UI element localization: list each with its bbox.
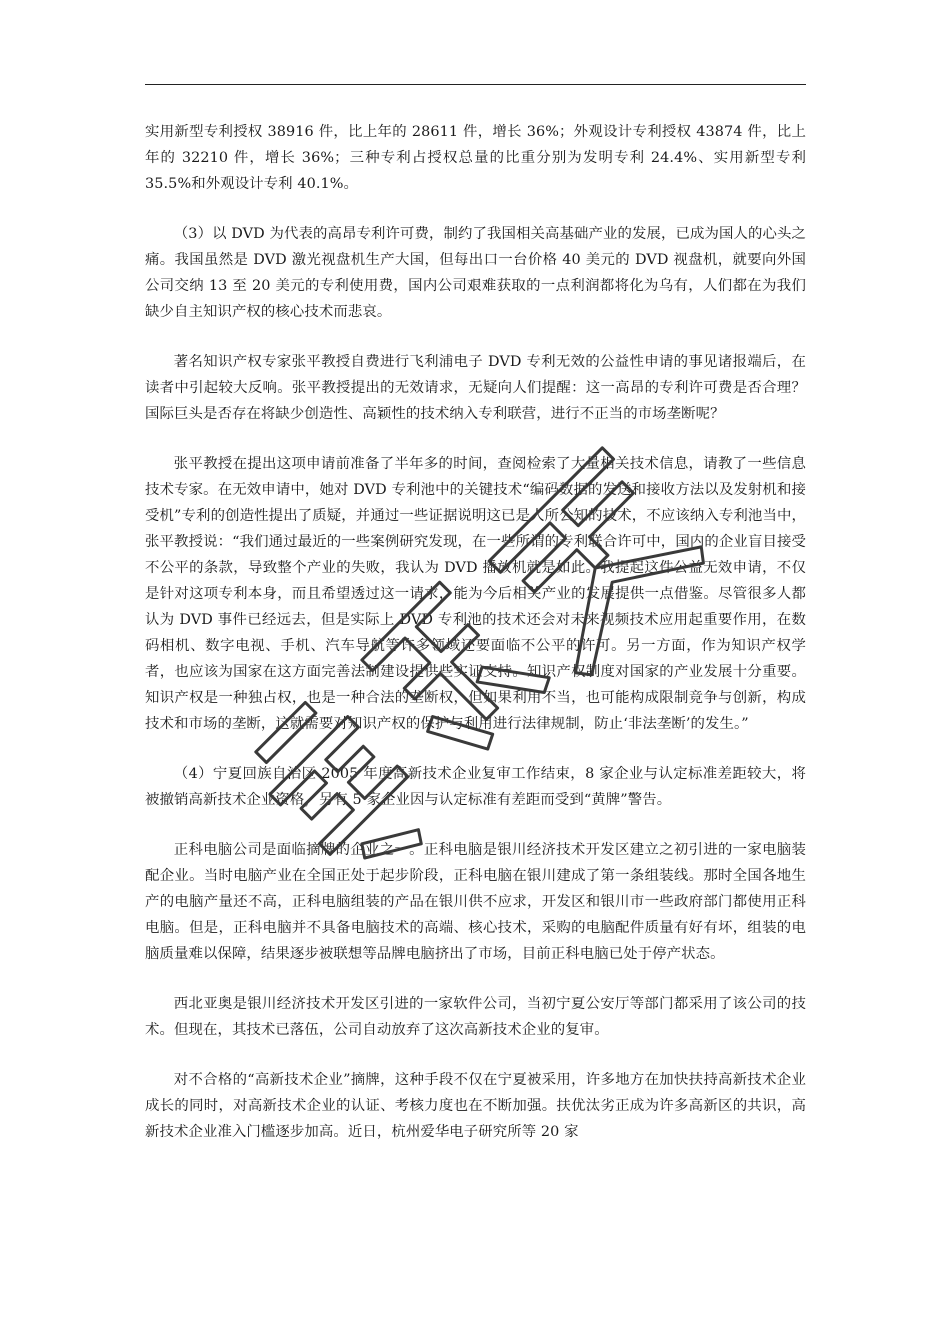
paragraph: 实用新型专利授权 38916 件，比上年的 28611 件，增长 36%；外观设计专利授权 43874 件，比上年的 32210 件，增长 36%；三种专利占授权总量的比重分别为发明专利 24.4%、实用新型专利 35.5%和外观设计专利 40.1%。 xyxy=(145,124,806,192)
paragraph: 著名知识产权专家张平教授自费进行飞利浦电子 DVD 专利无效的公益性申请的事见诸报端后，在读者中引起较大反响。张平教授提出的无效请求，无疑向人们提醒：这一高昂的专利许可费是否合理？国际巨头是否存在将缺少创造性、高颖性的技术纳入专利联营，进行不正当的市场垄断呢？ xyxy=(145,354,806,422)
paragraph: 西北亚奥是银川经济技术开发区引进的一家软件公司，当初宁夏公安厅等部门都采用了该公司的技术。但现在，其技术已落伍，公司自动放弃了这次高新技术企业的复审。 xyxy=(145,996,806,1038)
paragraph: 正科电脑公司是面临摘牌的企业之一。正科电脑是银川经济技术开发区建立之初引进的一家电脑装配企业。当时电脑产业在全国正处于起步阶段，正科电脑在银川建成了第一条组装线。那时全国各地生产的电脑产量还不高，正科电脑组装的产品在银川供不应求，开发区和银川市一些政府部门都使用正科电脑。但是，正科电脑并不具备电脑技术的高端、核心技术，采购的电脑配件质量有好有坏，组装的电脑质量难以保障，结果逐步被联想等品牌电脑挤出了市场，目前正科电脑已处于停产状态。 xyxy=(145,842,806,962)
paragraph: （3）以 DVD 为代表的高昂专利许可费，制约了我国相关高基础产业的发展，已成为国人的心头之痛。我国虽然是 DVD 激光视盘机生产大国，但每出口一台价格 40 美元的 DVD 视盘机，就要向外国公司交纳 13 至 20 美元的专利使用费，国内公司艰难获取的一点利润都将化为乌有，人们都在为我们缺少自主知识产权的核心技术而悲哀。 xyxy=(145,226,806,320)
paragraph: 对不合格的“高新技术企业”摘牌，这种手段不仅在宁夏被采用，许多地方在加快扶持高新技术企业成长的同时，对高新技术企业的认证、考核力度也在不断加强。扶优汰劣正成为许多高新区的共识，高新技术企业准入门槛逐步加高。近日，杭州爱华电子研究所等 20 家 xyxy=(145,1072,806,1140)
paragraph: 张平教授在提出这项申请前准备了半年多的时间，查阅检索了大量相关技术信息，请教了一些信息技术专家。在无效申请中，她对 DVD 专利池中的关键技术“编码数据的发送和接收方法以及发射机和接受机”专利的创造性提出了质疑，并通过一些证据说明这已是人所公知的技术，不应该纳入专利池当中，张平教授说：“我们通过最近的一些案例研究发现，在一些所谓的专利联合许可中，国内的企业盲目接受不公平的条款，导致整个产业的失败，我认为 DVD 播放机就是如此。我提起这件公益无效申请，不仅是针对这项专利本身，而且希望透过这一请求，能为今后相关产业的发展提供一点借鉴。尽管很多人都认为 DVD 事件已经远去，但是实际上 DVD 专利池的技术还会对未来视频技术应用起重要作用，在数码相机、数字电视、手机、汽车导航等许多领域还要面临不公平的许可。另一方面，作为知识产权学者，也应该为国家在这方面完善法制建设提供些实证支持。知识产权制度对国家的产业发展十分重要。知识产权是一种独占权，也是一种合法的垄断权，但如果利用不当，也可能构成限制竞争与创新，构成技术和市场的垄断，这就需要对知识产权的保护与利用进行法律规制，防止‘非法垄断’的发生。” xyxy=(145,456,806,732)
header-rule xyxy=(145,84,806,85)
document-body xyxy=(145,119,806,1169)
paragraph: （4）宁夏回族自治区 2005 年度高新技术企业复审工作结束，8 家企业与认定标准差距较大，将被撤销高新技术企业资格，另有 5 家企业因与认定标准有差距而受到“黄牌”警告。 xyxy=(145,766,806,808)
